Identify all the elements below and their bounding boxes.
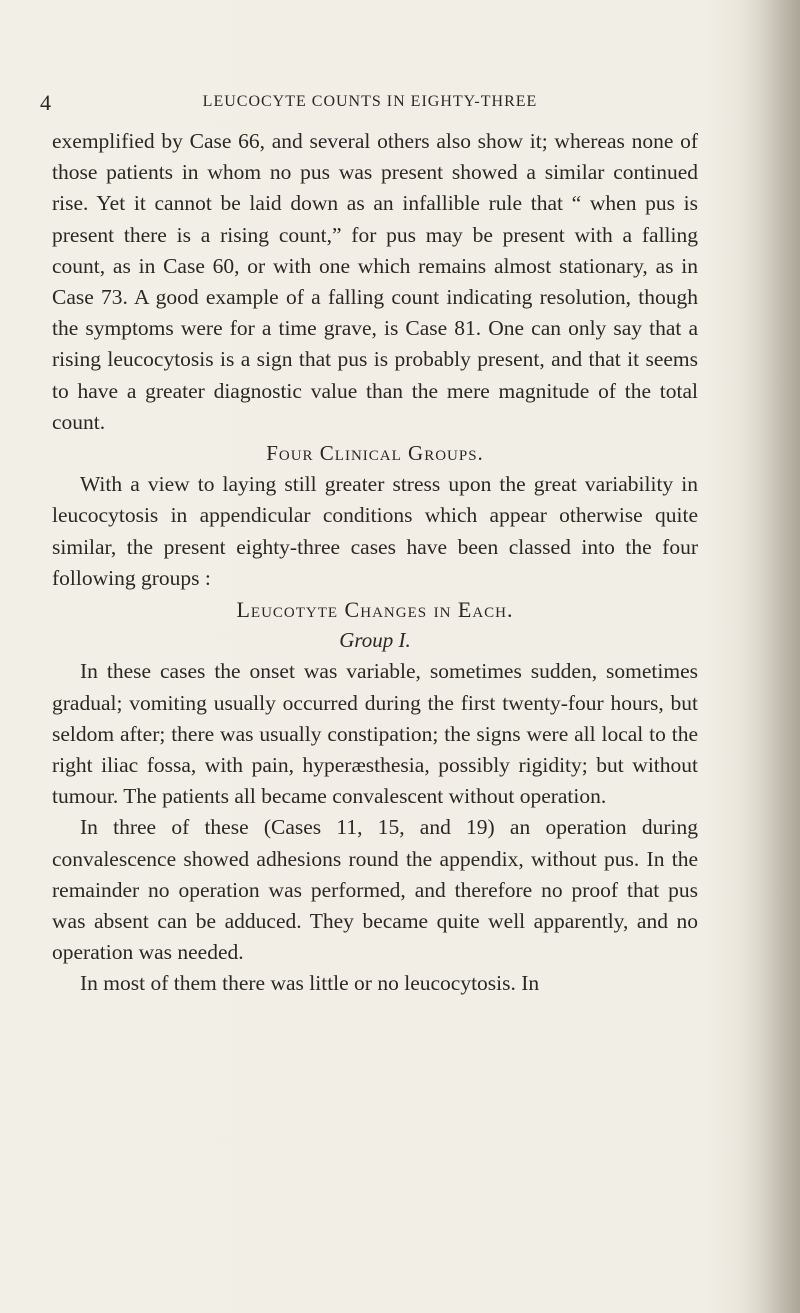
running-head: LEUCOCYTE COUNTS IN EIGHTY-THREE [202, 93, 538, 110]
page-edge-shadow [740, 0, 800, 1313]
page-header [40, 90, 700, 120]
paragraph-continuation: exemplified by Case 66, and several others also show it; whereas none of those patients in whom no pus was present showed a similar continued rise. Yet it cannot be laid down as an infallible rule that “ when pus is present there is a rising count,” for pus may be present with a falling count, as in Case 60, or with one which remains almost stationary, as in Case 73. A good example of a falling count indicating resolution, though the symptoms were for a time grave, is Case 81. One can only say that a rising leucocytosis is a sign that pus is probably present, and that it seems to have a greater diagnostic value than the mere magnitude of the total count. [52, 129, 698, 434]
heading-four-clinical-groups: Four Clinical Groups. [266, 441, 484, 466]
paragraph-group-one-leucocytosis: In most of them there was little or no leucocytosis. In [80, 971, 540, 996]
page-number: 4 [40, 90, 51, 115]
heading-group-one: Group I. [339, 628, 411, 653]
paragraph-classification: With a view to laying still greater stress upon the great variability in leucocytosis in appendicular conditions which appear otherwise quite similar, the present eighty-three cases have been classed into the four following groups : [52, 472, 698, 590]
body-text [52, 126, 698, 1000]
paragraph-group-one-operation: In three of these (Cases 11, 15, and 19) an operation during convalescence showed adhesions round the appendix, without pus. In the remainder no operation was performed, and therefore no proof that pus was absent can be adduced. They became quite well apparently, and no operation was needed. [52, 815, 698, 965]
paragraph-group-one-description: In these cases the onset was variable, sometimes sudden, sometimes gradual; vomiting usually occurred during the first twenty-four hours, but seldom after; there was usually constipation; the signs were all local to the right iliac fossa, with pain, hyperæsthesia, possibly rigidity; but without tumour. The patients all became convalescent without operation. [52, 659, 698, 809]
heading-leucocyte-changes: Leucotyte Changes in Each. [236, 597, 514, 623]
